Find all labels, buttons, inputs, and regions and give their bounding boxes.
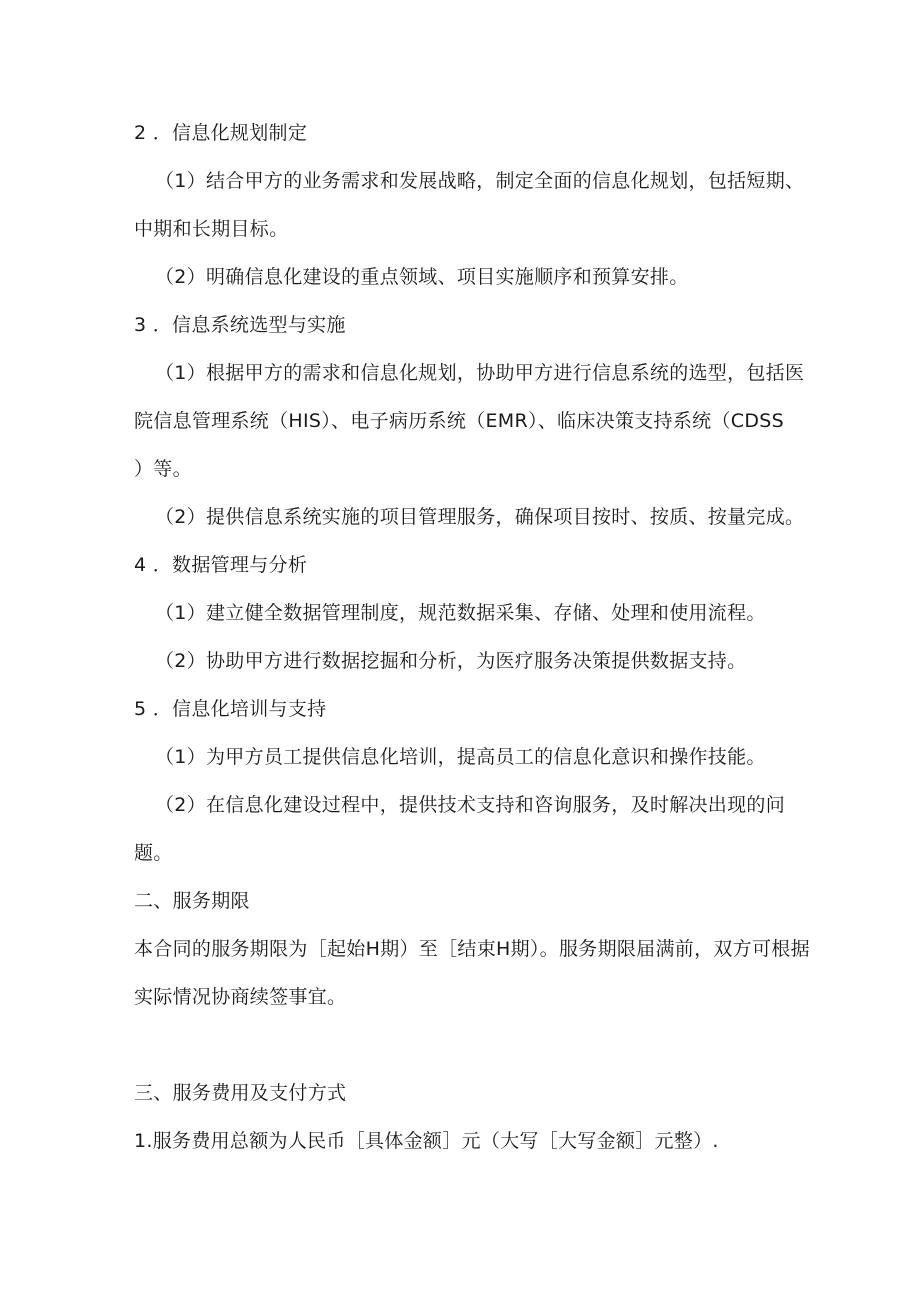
section-heading: 2 ．信息化规划制定 [134,122,308,144]
paragraph-line: 1.服务费用总额为人民币［具体金额］元（大写［大写金额］元整）. [134,1130,719,1152]
chapter-heading: 三、服务费用及支付方式 [134,1082,347,1104]
paragraph-line: （1）结合甲方的业务需求和发展战略，制定全面的信息化规划，包括短期、 [155,170,805,192]
paragraph-line: （2）明确信息化建设的重点领域、项目实施顺序和预算安排。 [155,266,689,288]
paragraph-line: 题。 [134,842,173,864]
paragraph-line: （1）建立健全数据管理制度，规范数据采集、存储、处理和使用流程。 [155,602,766,624]
section-heading: 3 ．信息系统选型与实施 [134,314,346,336]
chapter-heading: 二、服务期限 [134,890,250,912]
paragraph-line: 实际情况协商续签事宜。 [134,986,347,1008]
section-heading: 5 ．信息化培训与支持 [134,698,327,720]
paragraph-line: 中期和长期目标。 [134,218,289,240]
paragraph-line: （1）为甲方员工提供信息化培训，提高员工的信息化意识和操作技能。 [155,746,766,768]
paragraph-line: （2）在信息化建设过程中，提供技术支持和咨询服务，及时解决出现的问 [155,794,785,816]
section-heading: 4 ．数据管理与分析 [134,554,308,576]
paragraph-line: 本合同的服务期限为［起始H期）至［结束H期）。服务期限届满前，双方可根据 [134,938,810,960]
paragraph-line: 院信息管理系统（HIS）、电子病历系统（EMR）、临床决策支持系统（CDSS [134,410,784,432]
paragraph-line: （2）协助甲方进行数据挖掘和分析，为医疗服务决策提供数据支持。 [155,650,747,672]
paragraph-line: （1）根据甲方的需求和信息化规划，协助甲方进行信息系统的选型，包括医 [155,362,805,384]
paragraph-line: （2）提供信息系统实施的项目管理服务，确保项目按时、按质、按量完成。 [155,506,805,528]
paragraph-line: ）等。 [134,458,192,480]
